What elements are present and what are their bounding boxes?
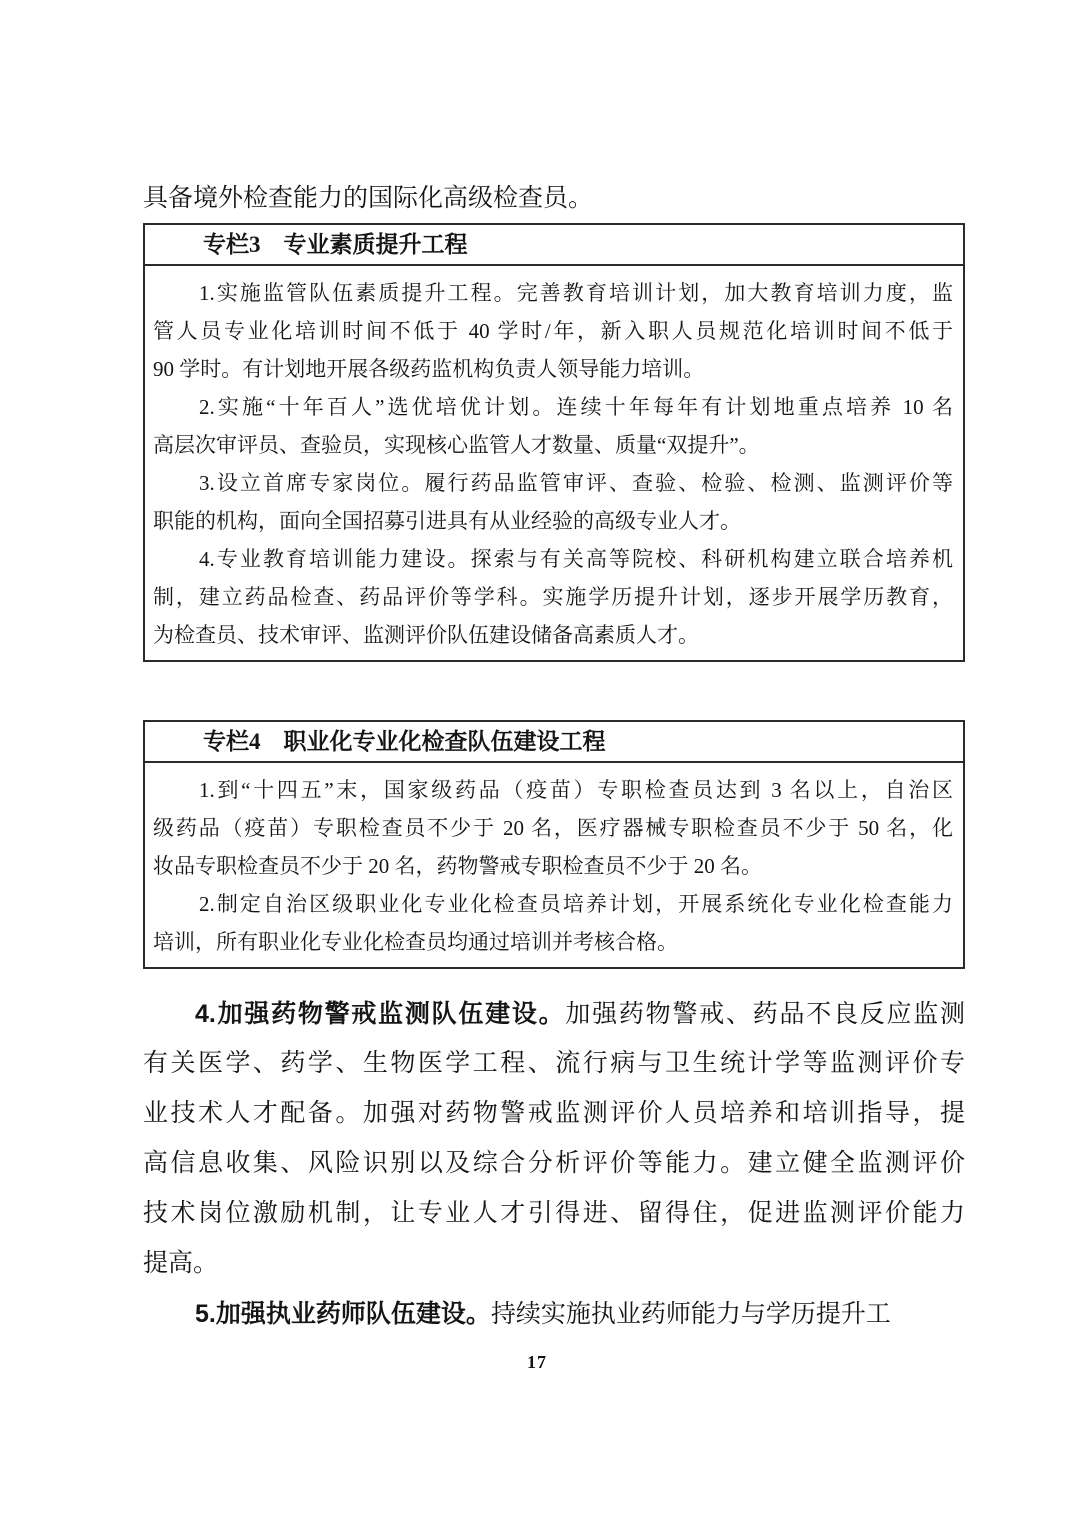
text-line: 技术岗位激励机制，让专业人才引得进、留得住，促进监测评价能力 — [143, 1200, 965, 1227]
text-line: 级药品（疫苗）专职检查员不少于 20 名，医疗器械专职检查员不少于 50 名，化 — [153, 816, 953, 840]
text-line: 为检查员、技术审评、监测评价队伍建设储备高素质人才。 — [153, 623, 699, 647]
text-line: 妆品专职检查员不少于 20 名，药物警戒专职检查员不少于 20 名。 — [153, 854, 762, 878]
text-line — [143, 989, 965, 1039]
paragraph-5 — [143, 1289, 965, 1339]
text-line: 提高。 — [143, 1250, 219, 1277]
text-line — [143, 1289, 965, 1339]
column-box-4-body — [145, 763, 963, 967]
column-box-3-body — [145, 266, 963, 660]
text-line: 1.实施监管队伍素质提升工程。完善教育培训计划，加大教育培训力度，监 — [199, 281, 953, 305]
text-line: 4.专业教育培训能力建设。探索与有关高等院校、科研机构建立联合培养机 — [199, 547, 953, 571]
text-line: 业技术人才配备。加强对药物警戒监测评价人员培养和培训指导，提 — [143, 1100, 965, 1127]
text-line: 管人员专业化培训时间不低于 40 学时/年，新入职人员规范化培训时间不低于 — [153, 319, 953, 343]
paragraph-5-lead: 5.加强执业药师队伍建设。 — [195, 1300, 491, 1328]
intro-text-line: 具备境外检查能力的国际化高级检查员。 — [143, 185, 594, 212]
column-box-4-title: 专栏4 职业化专业化检查队伍建设工程 — [145, 722, 963, 763]
text-line: 制，建立药品检查、药品评价等学科。实施学历提升计划，逐步开展学历教育， — [153, 585, 953, 609]
text-line: 3.设立首席专家岗位。履行药品监管审评、查验、检验、检测、监测评价等 — [199, 471, 953, 495]
column-box-3 — [143, 223, 965, 662]
text-line: 高信息收集、风险识别以及综合分析评价等能力。建立健全监测评价 — [143, 1150, 965, 1177]
text-line: 培训，所有职业化专业化检查员均通过培训并考核合格。 — [153, 930, 678, 954]
column-box-3-title: 专栏3 专业素质提升工程 — [145, 225, 963, 266]
column-box-4 — [143, 720, 965, 969]
paragraph-5-rest: 持续实施执业药师能力与学历提升工 — [490, 1301, 891, 1328]
text-line: 1.到“十四五”末，国家级药品（疫苗）专职检查员达到 3 名以上，自治区 — [199, 778, 953, 802]
paragraph-4-rest: 加强药物警戒、药品不良反应监测 — [565, 1001, 965, 1028]
text-line: 2.制定自治区级职业化专业化检查员培养计划，开展系统化专业化检查能力 — [199, 892, 953, 916]
page-content — [143, 0, 965, 1339]
text-line: 高层次审评员、查验员，实现核心监管人才数量、质量“双提升”。 — [153, 433, 760, 457]
paragraph-4-lead: 4.加强药物警戒监测队伍建设。 — [195, 1000, 566, 1028]
text-line: 有关医学、药学、生物医学工程、流行病与卫生统计学等监测评价专 — [143, 1050, 965, 1077]
text-line: 90 学时。有计划地开展各级药监机构负责人领导能力培训。 — [153, 357, 705, 381]
page-number: 17 — [527, 1352, 547, 1372]
paragraph-4 — [143, 989, 965, 1289]
text-line: 职能的机构，面向全国招募引进具有从业经验的高级专业人才。 — [153, 509, 741, 533]
text-line: 2.实施“十年百人”选优培优计划。连续十年每年有计划地重点培养 10 名 — [199, 395, 953, 419]
